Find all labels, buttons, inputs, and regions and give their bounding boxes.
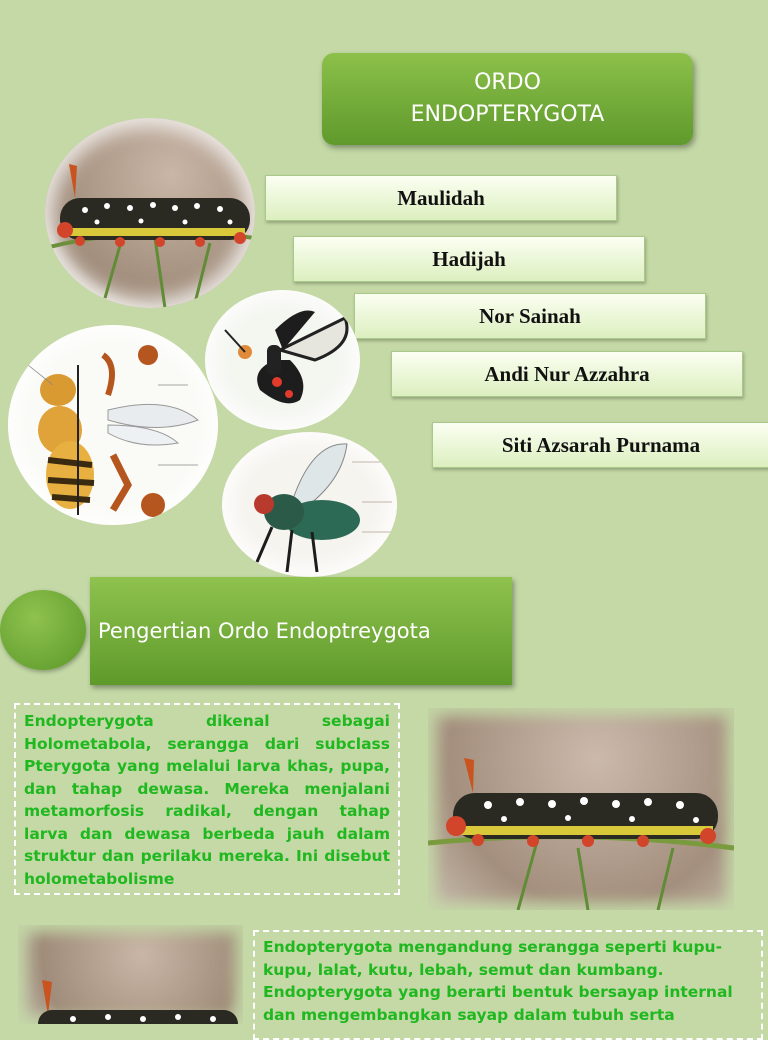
caterpillar-image <box>428 708 734 910</box>
title-line-1: ORDO <box>474 70 541 95</box>
member-name: Andi Nur Azzahra <box>484 361 650 386</box>
butterfly-image <box>205 290 360 430</box>
bee-anatomy-circle <box>8 325 218 525</box>
caterpillar-photo-circle <box>45 118 255 308</box>
section-heading-bar <box>90 577 512 685</box>
bee-anatomy-image <box>8 325 218 525</box>
member-name-box <box>432 422 768 468</box>
fly-photo-circle <box>222 432 397 577</box>
member-name-box <box>354 293 706 339</box>
fly-image <box>222 432 397 577</box>
member-name-box <box>391 351 743 397</box>
description-paragraph: Endopterygota mengandung serangga seperti kupu-kupu, lalat, kutu, lebah, semut dan kumbang. Endopterygota yang berarti bentuk bersayap internal dan mengembangkan sayap dalam tubuh serta <box>263 938 733 1024</box>
section-bullet <box>0 590 86 670</box>
caterpillar-image <box>45 118 255 308</box>
caterpillar-photo <box>428 708 734 910</box>
title-line-2: ENDOPTERYGOTA <box>410 102 605 127</box>
member-name-box <box>293 236 645 282</box>
title-banner <box>322 53 693 145</box>
definition-text-box <box>14 703 400 895</box>
butterfly-photo-circle <box>205 290 360 430</box>
caterpillar-image <box>18 925 243 1024</box>
section-heading: Pengertian Ordo Endoptreygota <box>98 619 431 643</box>
member-name: Nor Sainah <box>479 303 581 328</box>
member-name: Siti Azsarah Purnama <box>501 432 701 457</box>
definition-paragraph: Endopterygota dikenal sebagai Holometabola, serangga dari subclass Pterygota yang melalui larva khas, pupa, dan tahap dewasa. Mereka menjalani metamorfosis radikal, dengan tahap larva dan dewasa berbeda jauh dalam struktur dan perilaku mereka. Ini disebut holometabolisme <box>24 712 390 888</box>
member-name: Maulidah <box>397 185 485 210</box>
member-name: Hadijah <box>432 246 506 271</box>
member-name-box <box>265 175 617 221</box>
caterpillar-photo-bottom <box>18 925 243 1024</box>
